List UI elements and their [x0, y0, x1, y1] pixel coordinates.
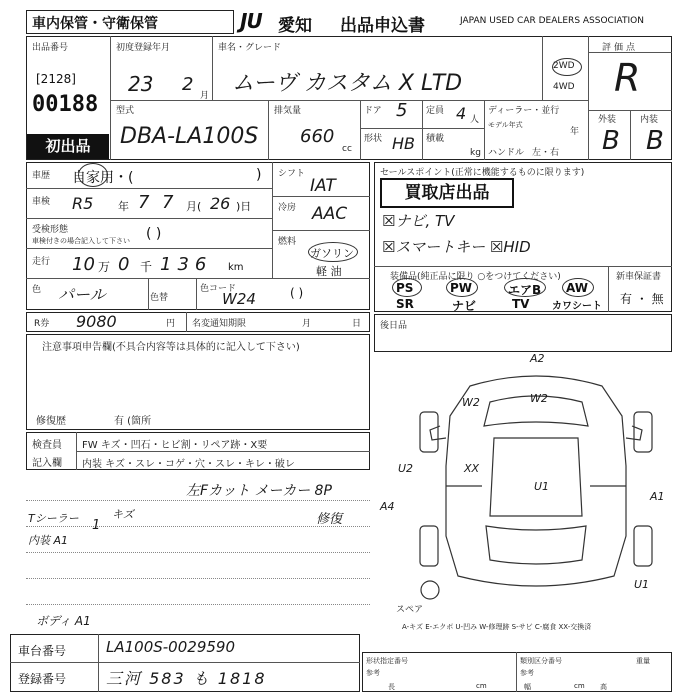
load-unit: kg: [470, 148, 481, 158]
form-title: 出品申込書: [340, 16, 425, 36]
post-delivery-block: [374, 314, 672, 352]
ref-left: 参考: [366, 669, 380, 677]
spare-label: スペア: [396, 605, 424, 615]
hand-note-7: ボディ A1: [36, 614, 91, 628]
color-code-label: 色コード: [200, 284, 237, 294]
chassis-value: LA100S-0029590: [106, 638, 235, 656]
capacity-value: 4: [456, 104, 467, 123]
inspection-label: 車検: [32, 197, 51, 207]
repair-label: 修復歴: [36, 416, 66, 427]
diagram-mark-3: W2: [530, 392, 548, 405]
inspection-era: R5: [72, 194, 94, 213]
equip-sr: SR: [396, 297, 414, 311]
chassis-label: 車台番号: [18, 644, 67, 658]
sales-line-2: ☒スマートキー ☒HID: [382, 238, 531, 256]
designated-label: 形状指定番号: [366, 657, 408, 665]
int-label: 内装: [640, 115, 659, 125]
storage-label: 車内保管・守衛保管: [32, 16, 158, 32]
color-code: W24: [222, 290, 256, 308]
color-replace-label: 色替: [150, 293, 169, 303]
inspection-month-unit: 月(: [186, 200, 202, 213]
damage-legend: A-キズ E-エクボ U-凹み W-修理跡 S-サビ C-腐食 XX-交換済: [402, 623, 592, 631]
sales-label: セールスポイント(正常に機能するものに限ります): [380, 168, 585, 178]
recycle-label: R券: [34, 319, 50, 329]
model-value: DBA-LA100S: [120, 124, 259, 149]
receive-paren: ( ): [146, 226, 162, 242]
hand-note-4: キズ: [112, 508, 134, 521]
fuel-gasoline: ガソリン: [310, 247, 354, 260]
mileage-man: 10: [72, 254, 95, 275]
repair-value: 有 (箇所: [114, 416, 152, 427]
dealer-label: ディーラー・並行: [488, 106, 560, 116]
grade-label: 評価点: [602, 43, 639, 53]
reg-year: 23: [128, 72, 154, 96]
diagram-mark-2: W2: [462, 396, 480, 409]
expiry-label: 名変通知期限: [192, 319, 247, 329]
equip-ps: PS: [396, 281, 414, 295]
post-delivery-label: 後日品: [380, 321, 408, 331]
displacement-label: 排気量: [274, 106, 302, 116]
car-type-label: 車歴: [32, 171, 51, 181]
color-label: 色: [32, 285, 42, 295]
capacity-unit: 人: [470, 115, 480, 125]
expiry-day: 日: [352, 319, 362, 329]
equip-circle-aw: [562, 278, 594, 297]
car-name-value: ムーヴ カスタム X LTD: [232, 71, 463, 96]
length-label: 長: [388, 683, 395, 691]
equip-navi: ナビ: [452, 299, 477, 313]
shift-label: シフト: [278, 169, 306, 179]
inspector-label-1: 検査員: [32, 440, 62, 451]
equip-circle-pw: [446, 278, 478, 297]
model-year-unit: 年: [570, 127, 580, 137]
inspector-label-2: 記入欄: [32, 458, 62, 469]
ju-logo: JU: [240, 9, 262, 33]
capacity-label: 定員: [426, 106, 445, 116]
width-label: 幅: [524, 683, 531, 691]
mileage-man-unit: 万: [98, 260, 111, 274]
plate-label: 登録番号: [18, 672, 67, 686]
weight-label: 重量: [636, 657, 650, 665]
reg-month: 2: [182, 74, 194, 95]
sales-line-1: ☒ナビ, TV: [382, 212, 455, 230]
mileage-label: 走行: [32, 257, 51, 267]
height-label: 高: [600, 683, 607, 691]
mileage-unit: km: [228, 262, 244, 273]
shape-value: HB: [392, 134, 416, 153]
inspection-year-unit: 年: [118, 200, 129, 213]
shape-label: 形状: [364, 134, 383, 144]
receive-sub: 車検付きの場合記入して下さい: [32, 237, 130, 245]
expiry-month: 月: [302, 319, 312, 329]
model-label: 型式: [116, 106, 135, 116]
warranty-options: 有 ・ 無: [620, 292, 664, 306]
hand-note-1: 左Fカット メーカー 8P: [186, 483, 332, 499]
handle-label: ハンドル: [488, 148, 525, 158]
inspection-day: 26: [210, 194, 231, 213]
equip-airbag: エアB: [508, 283, 542, 297]
inspector-row-2: 内装 キズ・スレ・コゲ・穴・スレ・キレ・破レ: [82, 459, 295, 470]
equip-tv: TV: [512, 297, 530, 311]
color-value: パール: [58, 285, 106, 304]
recycle-value: 9080: [76, 312, 117, 331]
diagram-mark-7: A4: [380, 500, 395, 513]
diagram-mark-1: A2: [530, 352, 545, 365]
equip-leather: カワシート: [552, 301, 602, 312]
plate-value: 三河 583 も 1818: [106, 669, 267, 688]
inspection-month: 7: [162, 192, 174, 213]
cm-left: cm: [476, 682, 487, 690]
car-type-close: ): [256, 167, 262, 183]
mileage-sen: 0: [118, 254, 130, 275]
reg-label: 初度登録年月: [116, 43, 171, 53]
car-type-value: 自家用・(: [72, 170, 134, 186]
ext-label: 外装: [598, 115, 617, 125]
lot-label: 出品番号: [32, 43, 69, 53]
ref-right: 参考: [520, 669, 534, 677]
grade-score: R: [614, 56, 641, 100]
lot-number: 00188: [32, 92, 99, 117]
equip-pw: PW: [450, 281, 473, 295]
lot-sub-number: [2128]: [36, 72, 76, 86]
aircon-value: AAC: [312, 204, 348, 224]
model-year-label: モデル年式: [488, 121, 523, 129]
diagram-mark-9: U1: [634, 578, 650, 591]
diagram-mark-4: U2: [398, 462, 414, 475]
diagram-mark-5: XX: [464, 462, 480, 475]
recycle-unit: 円: [166, 319, 176, 329]
diagram-mark-8: A1: [650, 490, 665, 503]
drive-4wd: 4WD: [553, 82, 575, 92]
diagram-mark-6: U1: [534, 480, 550, 493]
org-name: 愛知: [278, 16, 312, 36]
inspector-row-1: FW キズ・凹石・ヒビ割・リペア跡・X要: [82, 440, 268, 451]
hand-note-3: Tシーラー: [28, 512, 79, 525]
receive-label: 受検形態: [32, 225, 69, 235]
category-label: 類別区分番号: [520, 657, 562, 665]
displacement-unit: cc: [342, 144, 352, 154]
doors-value: 5: [396, 100, 408, 121]
inspection-year: 7: [138, 192, 150, 213]
reg-month-unit: 月: [200, 91, 210, 101]
equip-circle-ps: [392, 278, 422, 297]
shift-value: IAT: [310, 176, 336, 196]
dimensions-block: [362, 652, 672, 692]
warranty-label: 新車保証書: [616, 272, 662, 282]
hand-note-5: 1: [92, 518, 101, 533]
fuel-label: 燃料: [278, 237, 297, 247]
equip-aw: AW: [566, 281, 588, 295]
ext-grade: B: [602, 126, 620, 156]
drive-2wd: 2WD: [553, 61, 575, 71]
fuel-diesel: 軽 油: [316, 265, 342, 278]
handle-options: 左・右: [532, 148, 560, 158]
int-grade: B: [646, 126, 664, 156]
doors-label: ドア: [364, 106, 382, 116]
hand-note-2: 内装 A1: [28, 534, 69, 547]
form-subtitle: JAPAN USED CAR DEALERS ASSOCIATION: [460, 16, 644, 26]
cm-right: cm: [574, 682, 585, 690]
hand-note-6: 修復: [316, 512, 343, 527]
inspection-day-unit: )日: [236, 200, 252, 213]
equipment-label: 装備品(純正品に限り ○をつけてください): [390, 272, 561, 282]
car-name-label: 車名・グレード: [218, 43, 282, 53]
mileage-rest: 136: [160, 254, 213, 275]
aircon-label: 冷房: [278, 203, 297, 213]
buyback-stamp: 買取店出品: [380, 178, 514, 208]
first-listing-badge: 初出品: [27, 134, 109, 159]
mileage-sen-unit: 千: [140, 260, 153, 274]
displacement-value: 660: [300, 126, 335, 147]
fuel-paren: ( ): [290, 286, 304, 300]
notes-label: 注意事項申告欄(不具合内容等は具体的に記入して下さい): [42, 342, 300, 353]
load-label: 積載: [426, 134, 445, 144]
equip-circle-airbag: [504, 278, 546, 297]
